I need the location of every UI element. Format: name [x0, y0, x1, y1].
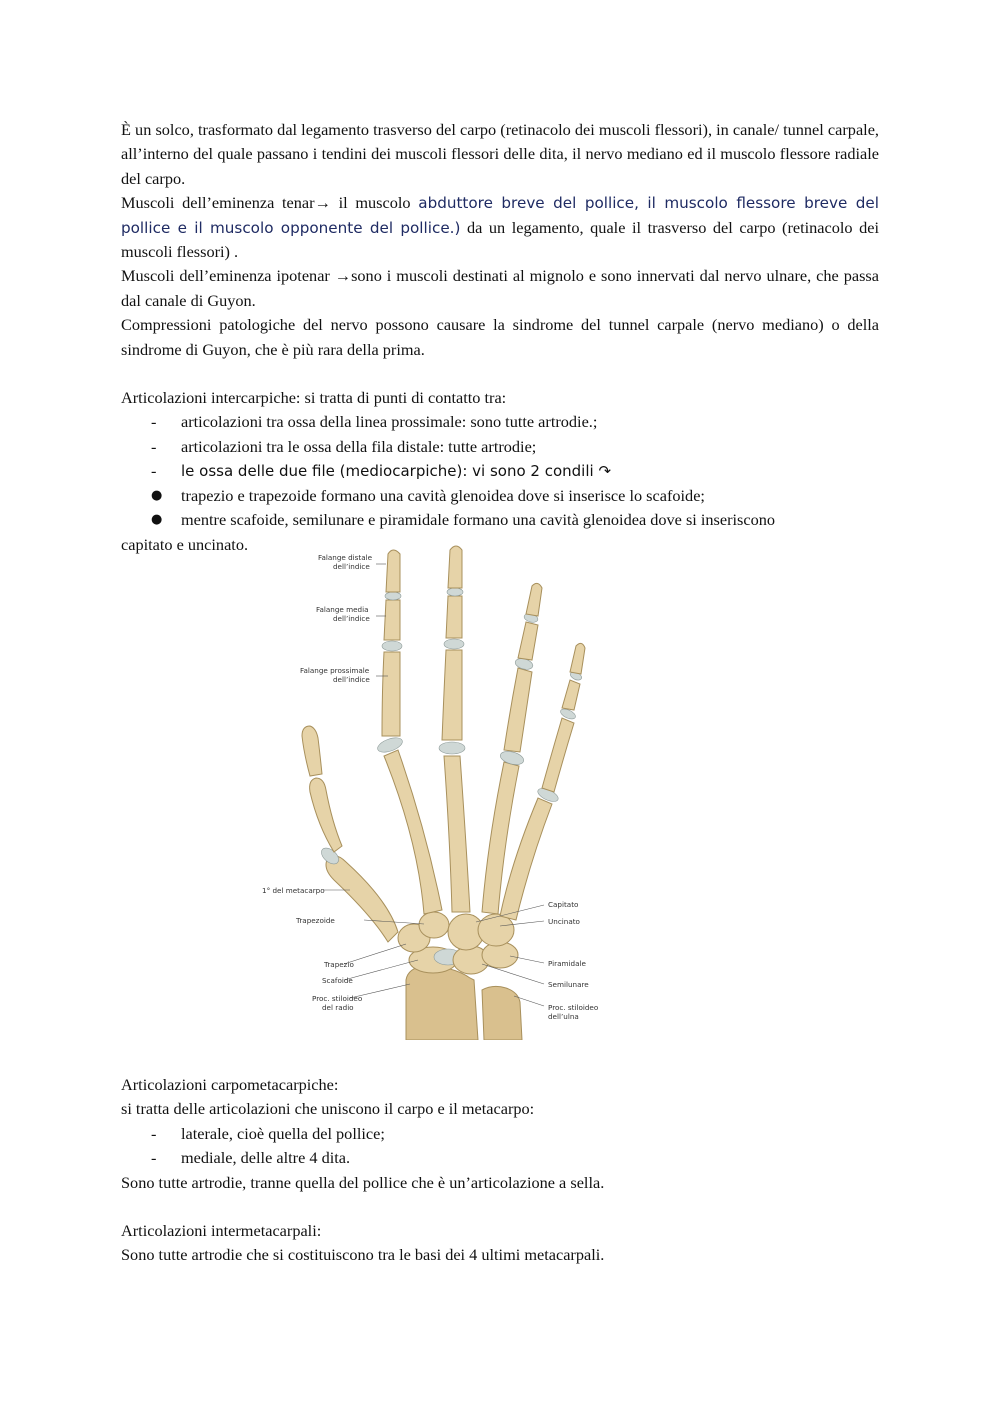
list-item-text: trapezio e trapezoide formano una cavità glenoidea dove si inserisce lo scafoide; [181, 485, 705, 505]
list-item [121, 1146, 879, 1170]
ring-distal-phalanx [526, 583, 542, 616]
label-proc-radio-2: del radio [322, 1003, 354, 1012]
middle-mcp-joint [439, 742, 465, 754]
label-piramidale: Piramidale [548, 959, 586, 968]
ulna-bone [482, 986, 522, 1040]
ring-proximal-phalanx [504, 668, 532, 752]
index-metacarpal-bone [384, 750, 442, 914]
first-metacarpal-bone [326, 856, 398, 942]
intercarpal-dash-list [121, 410, 879, 483]
carpometacarpal-list [121, 1122, 879, 1171]
list-item [121, 410, 879, 434]
dash-marker: - [151, 412, 157, 432]
thumb-distal-phalanx [302, 726, 322, 776]
middle-middle-phalanx [446, 596, 462, 638]
middle-pip-joint [444, 639, 464, 649]
label-capitato: Capitato [548, 900, 579, 909]
label-scafoide: Scafoide [322, 976, 353, 985]
list-item-text: le ossa delle due file (mediocarpiche): vi sono 2 condili ↷ [181, 462, 612, 481]
middle-metacarpal-bone [444, 756, 470, 912]
label-falange-media: Falange media [316, 605, 369, 614]
index-distal-phalanx [386, 550, 400, 592]
thenar-text-start: Muscoli dell’eminenza tenar→ il muscolo [121, 193, 419, 213]
paragraph-compression: Compressioni patologiche del nervo possono causare la sindrome del tunnel carpale (nervo mediano) o della sindrome di Guyon, che è più rara della prima. [121, 315, 879, 359]
carpometacarpal-heading: Articolazioni carpometacarpiche: [121, 1075, 339, 1094]
dash-marker: - [151, 461, 157, 481]
carpometacarpal-intro: si tratta delle articolazioni che uniscono il carpo e il metacarpo: [121, 1099, 535, 1119]
label-proc-ulna: Proc. stiloideo [548, 1003, 599, 1012]
hand-bones-figure [238, 540, 628, 1040]
paragraph-hypothenar: Muscoli dell’eminenza ipotenar →sono i muscoli destinati al mignolo e sono innervati dal nervo ulnare, che passa dal canale di Guyon. [121, 266, 879, 310]
paragraph-carpal-tunnel: È un solco, trasformato dal legamento trasverso del carpo (retinacolo dei muscoli flessori), in canale/ tunnel carpale, all’interno del quale passano i tendini dei muscoli flessori delle dita, il nervo mediano ed il muscolo flessore radiale del carpo. [121, 120, 879, 188]
list-item [121, 459, 879, 483]
label-falange-prossimale: Falange prossimale [300, 666, 370, 675]
dash-marker: - [151, 1123, 157, 1143]
dash-marker: - [151, 436, 157, 456]
label-metacarpo: 1° del metacarpo [262, 886, 325, 895]
ring-mcp-joint [499, 749, 525, 767]
label-semilunare: Semilunare [548, 980, 589, 989]
carpometacarpal-closing: Sono tutte artrodie, tranne quella del pollice che è un’articolazione a sella. [121, 1172, 605, 1192]
intermetacarpal-text: Sono tutte artrodie che si costituiscono tra le basi dei 4 ultimi metacarpali. [121, 1245, 605, 1265]
label-falange-media-2: dell’indice [333, 614, 370, 623]
list-item [121, 1122, 879, 1146]
middle-distal-phalanx [448, 546, 462, 588]
little-distal-phalanx [570, 643, 585, 674]
label-trapezio: Trapezio [324, 960, 354, 969]
document-body-lower [121, 1073, 879, 1268]
little-proximal-phalanx [542, 718, 574, 792]
list-item-text: laterale, cioè quella del pollice; [181, 1123, 385, 1143]
list-item-text: mentre scafoide, semilunare e piramidale formano una cavità glenoidea dove si inseriscono [181, 510, 776, 530]
label-proc-ulna-2: dell’ulna [548, 1012, 579, 1021]
label-uncinato: Uncinato [548, 917, 580, 926]
list-item [121, 484, 879, 508]
middle-proximal-phalanx [442, 650, 462, 740]
index-pip-joint [382, 641, 402, 651]
index-mcp-joint [376, 735, 405, 755]
thenar-muscles-highlight: abduttore breve del pollice, il muscolo flessore breve del pollice e il muscolo opponente del pollice.) [121, 194, 879, 237]
document-body [121, 118, 879, 557]
list-item-text: mediale, delle altre 4 dita. [181, 1148, 351, 1168]
trapezoid-bone [419, 912, 449, 938]
label-falange-distale: Falange distale [318, 553, 373, 562]
bullet-continuation: capitato e uncinato. [121, 534, 249, 554]
list-item [121, 508, 879, 532]
paragraph-thenar [121, 191, 879, 264]
hand-skeleton-illustration [238, 540, 628, 1040]
label-falange-prossimale-2: dell’indice [333, 675, 370, 684]
intercarpal-bullet-list [121, 484, 879, 533]
list-item-text: articolazioni tra le ossa della fila distale: tutte artrodie; [181, 436, 537, 456]
hamate-bone [478, 914, 514, 946]
intercarpal-heading: Articolazioni intercarpiche: si tratta di punti di contatto tra: [121, 388, 507, 408]
label-proc-radio: Proc. stiloideo [312, 994, 363, 1003]
intermetacarpal-heading: Articolazioni intermetacarpali: [121, 1221, 322, 1241]
middle-dip-joint [447, 588, 463, 596]
radius-bone [406, 966, 478, 1040]
list-item [121, 435, 879, 459]
ring-middle-phalanx [518, 622, 538, 660]
index-middle-phalanx [384, 600, 400, 640]
bullet-marker: ● [151, 512, 163, 528]
index-proximal-phalanx [382, 652, 400, 736]
bullet-marker: ● [151, 487, 163, 503]
label-falange-distale-2: dell’indice [333, 562, 370, 571]
list-item-text: articolazioni tra ossa della linea prossimale: sono tutte artrodie.; [181, 412, 598, 432]
index-dip-joint [385, 592, 401, 600]
dash-marker: - [151, 1148, 157, 1168]
thumb-proximal-phalanx [310, 778, 342, 852]
label-trapezoide: Trapezoide [296, 916, 335, 925]
little-middle-phalanx [562, 680, 580, 710]
thenar-text-end: da un legamento, quale il trasverso del carpo (retinacolo dei muscoli flessori) . [121, 217, 879, 262]
